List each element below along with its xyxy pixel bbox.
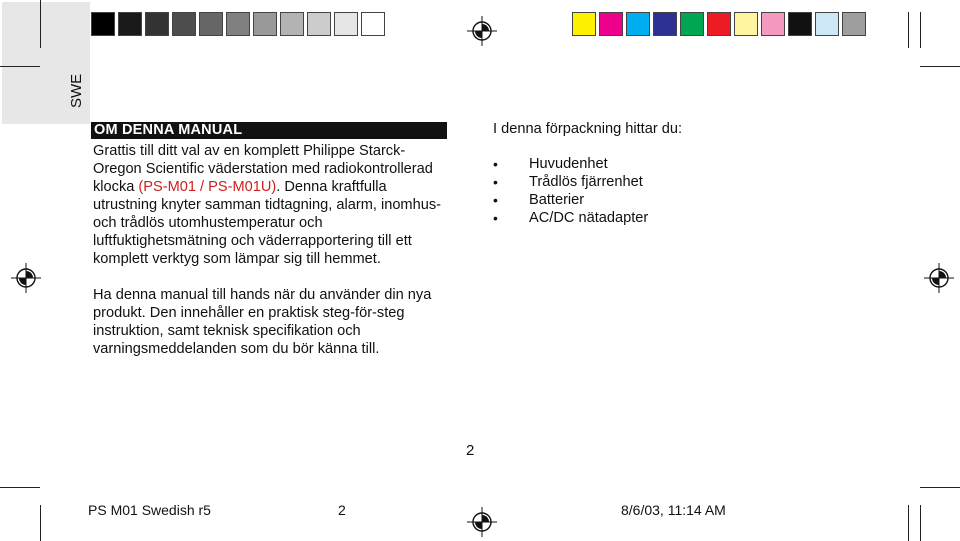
color-swatch: [599, 12, 623, 36]
color-swatch: [815, 12, 839, 36]
footer-filename: PS M01 Swedish r5: [88, 502, 211, 518]
color-swatch: [761, 12, 785, 36]
color-swatch: [280, 12, 304, 36]
color-swatch: [788, 12, 812, 36]
language-tab-label: SWE: [68, 73, 85, 108]
color-swatch: [334, 12, 358, 36]
crop-mark: [0, 66, 40, 67]
footer-page: 2: [338, 502, 346, 518]
intro-paragraph: [93, 142, 463, 268]
color-swatch: [253, 12, 277, 36]
list-item: • AC/DC nätadapter: [493, 209, 648, 227]
color-swatch: [91, 12, 115, 36]
registration-target-icon: [467, 507, 497, 537]
color-swatch: [734, 12, 758, 36]
package-contents-list: [493, 155, 648, 227]
text-line: och trådlös utomhustemperatur och: [93, 215, 323, 231]
usage-paragraph: [93, 286, 463, 358]
text-line: Ha denna manual till hands när du använder din nya: [93, 287, 432, 303]
color-swatch: [226, 12, 250, 36]
color-swatch: [145, 12, 169, 36]
color-swatch: [307, 12, 331, 36]
text-segment: klocka: [93, 179, 139, 195]
crop-mark: [920, 12, 921, 48]
text-line: Oregon Scientific väderstation med radiokontrollerad: [93, 161, 433, 177]
registration-target-icon: [11, 263, 41, 293]
text-line: luftfuktighetsmätning och väderrapportering till ett: [93, 233, 412, 249]
page-number: 2: [466, 442, 475, 459]
text-line: komplett verktyg som lämpar sig till hemmet.: [93, 251, 381, 267]
text-line: produkt. Den innehåller en praktisk steg-för-steg: [93, 305, 405, 321]
registration-target-icon: [924, 263, 954, 293]
list-item: • Batterier: [493, 191, 648, 209]
list-item: • Huvudenhet: [493, 155, 648, 173]
color-swatch: [842, 12, 866, 36]
text-line: utrustning knyter samman tidtagning, alarm, inomhus-: [93, 197, 441, 213]
section-heading: OM DENNA MANUAL: [91, 122, 447, 139]
text-line: instruktion, samt teknisk specifikation och: [93, 323, 361, 339]
footer-timestamp: 8/6/03, 11:14 AM: [621, 502, 726, 518]
color-swatch: [680, 12, 704, 36]
text-segment: . Denna kraftfulla: [276, 179, 387, 195]
crop-mark: [920, 505, 921, 541]
registration-target-icon: [467, 16, 497, 46]
crop-mark: [40, 0, 41, 48]
color-swatch: [361, 12, 385, 36]
color-swatch: [172, 12, 196, 36]
crop-mark: [40, 505, 41, 541]
text-line: varningsmeddelanden som du bör känna till.: [93, 341, 380, 357]
color-swatch: [572, 12, 596, 36]
model-number: (PS-M01 / PS-M01U): [138, 179, 277, 195]
color-swatch: [653, 12, 677, 36]
crop-mark: [908, 12, 909, 48]
color-swatch: [626, 12, 650, 36]
list-item: • Trådlös fjärrenhet: [493, 173, 648, 191]
color-swatch: [707, 12, 731, 36]
crop-mark: [0, 487, 40, 488]
crop-mark: [920, 66, 960, 67]
color-swatch: [118, 12, 142, 36]
crop-mark: [920, 487, 960, 488]
text-line: [93, 178, 463, 196]
crop-mark: [908, 505, 909, 541]
text-line: Grattis till ditt val av en komplett Philippe Starck-: [93, 143, 406, 159]
package-intro: I denna förpackning hittar du:: [493, 121, 683, 137]
color-swatch: [199, 12, 223, 36]
